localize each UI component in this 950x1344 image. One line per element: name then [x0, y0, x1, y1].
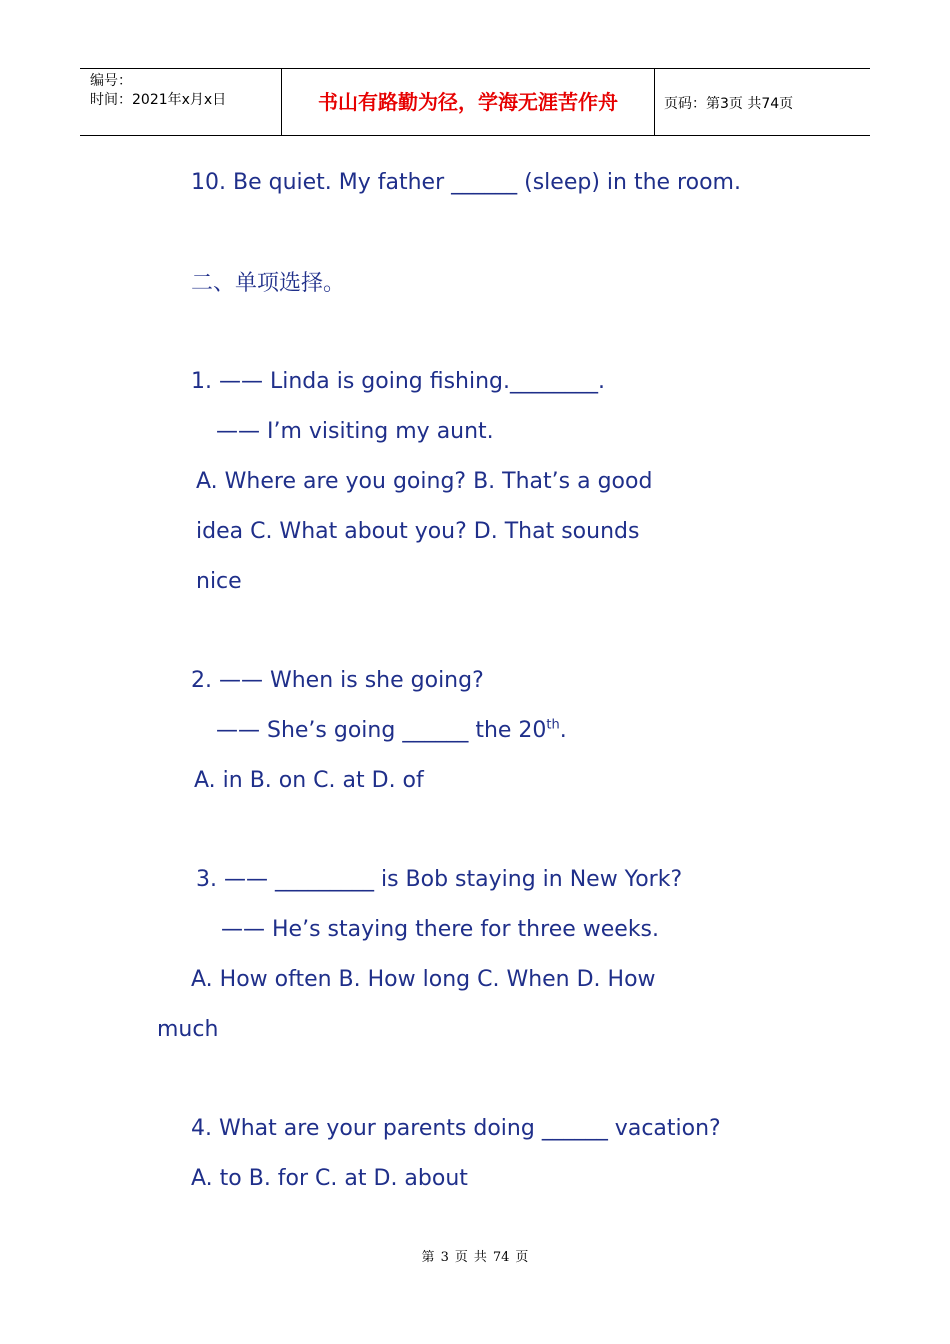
- q3-options-line1: A. How often B. How long C. When D. How: [191, 967, 656, 992]
- section-title: 二、单项选择。: [191, 271, 346, 296]
- header-top-rule: [80, 68, 870, 69]
- footer-page-number: 3: [440, 1250, 449, 1265]
- q1-options-line2: idea C. What about you? D. That sounds: [196, 519, 640, 544]
- q4-options: A. to B. for C. at D. about: [191, 1166, 468, 1191]
- q2-answer-superscript: th: [546, 717, 560, 733]
- q1-options-line3: nice: [196, 569, 242, 594]
- q3-options-line2: much: [157, 1017, 219, 1042]
- q1-question: 1. —— Linda is going fishing.________.: [191, 369, 606, 394]
- q1-answer: —— I’m visiting my aunt.: [216, 419, 494, 444]
- q2-answer: [216, 717, 567, 745]
- question-10: 10. Be quiet. My father ______ (sleep) in the room.: [191, 170, 741, 195]
- footer-page-word: 第: [421, 1250, 435, 1265]
- q3-question: 3. —— _________ is Bob staying in New York?: [196, 867, 683, 892]
- time-label: 时间：2021年x月x日: [90, 92, 227, 108]
- footer-page-unit: 页: [454, 1250, 468, 1265]
- q1-options-line1: A. Where are you going? B. That’s a good: [196, 469, 653, 494]
- header-motto: 书山有路勤为径，学海无涯苦作舟: [318, 90, 618, 114]
- page-label: 页码：第3页 共74页: [664, 96, 794, 112]
- header-divider-right: [654, 68, 655, 136]
- header-bottom-rule: [80, 135, 870, 136]
- q2-answer-text: —— She’s going ______ the 20: [216, 718, 547, 743]
- q2-question: 2. —— When is she going?: [191, 668, 484, 693]
- page-footer: [0, 1246, 950, 1265]
- q2-answer-period: .: [559, 718, 567, 743]
- footer-total-word: 共: [473, 1250, 487, 1265]
- q3-answer: —— He’s staying there for three weeks.: [221, 917, 660, 942]
- q2-options: A. in B. on C. at D. of: [194, 768, 424, 793]
- footer-total-number: 74: [492, 1250, 510, 1265]
- serial-label: 编号：: [90, 73, 132, 89]
- footer-total-unit: 页: [515, 1250, 529, 1265]
- q4-question: 4. What are your parents doing ______ vacation?: [191, 1116, 721, 1141]
